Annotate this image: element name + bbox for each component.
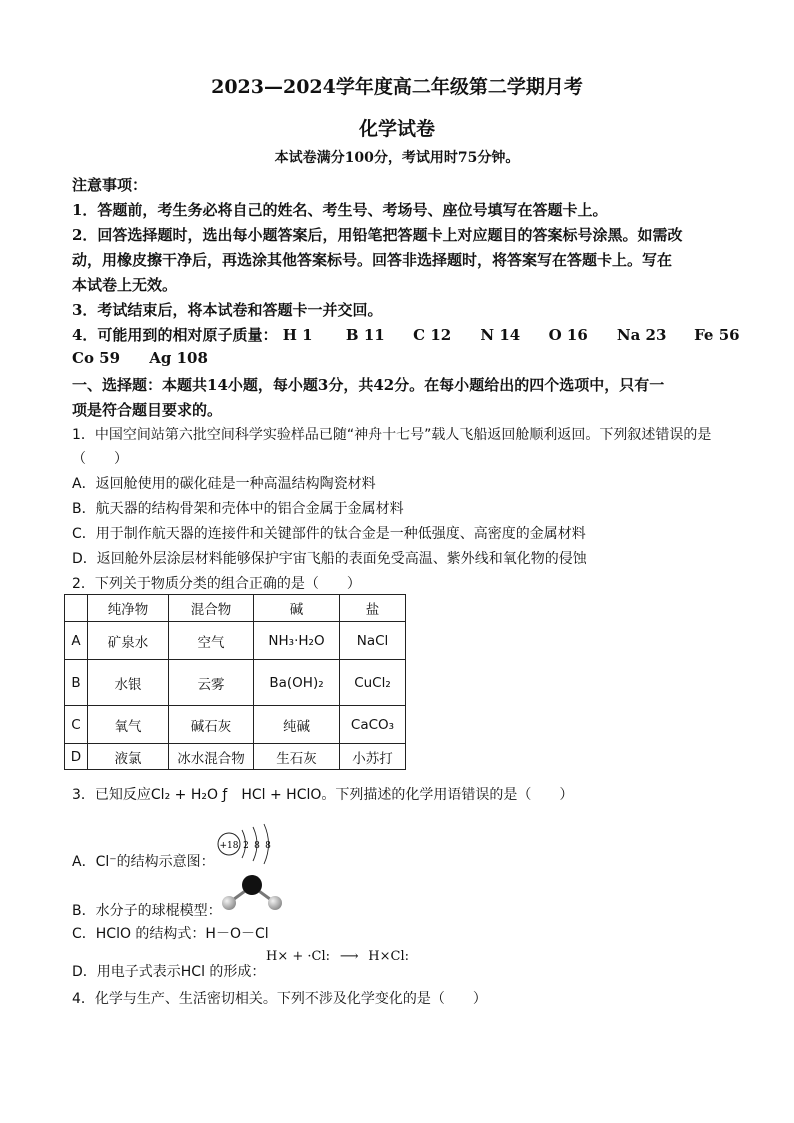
exam-subject: 化学试卷	[358, 118, 435, 140]
q3-option-b: B．水分子的球棍模型：	[72, 903, 222, 919]
table-cell: Ba(OH)₂	[254, 660, 340, 706]
notes-heading: 注意事项：	[72, 176, 148, 194]
mass-c: C 12	[413, 326, 452, 344]
table-cell: A	[65, 622, 88, 660]
table-row	[65, 622, 406, 660]
table-cell: B	[65, 660, 88, 706]
nucleus-charge: +18	[219, 841, 239, 851]
table-cell: 氧气	[88, 706, 169, 744]
chloride-ion-structure-diagram	[216, 822, 280, 866]
shell-1-count: 2	[243, 841, 249, 851]
note-2c: 本试卷上无效。	[72, 276, 178, 294]
table-cell: D	[65, 744, 88, 770]
note-2b: 动，用橡皮擦干净后，再选涂其他答案标号。回答非选择题时，将答案写在答题卡上。写在	[72, 251, 673, 269]
shell-2-count: 8	[254, 841, 260, 851]
exam-info: 本试卷满分100分，考试用时75分钟。	[274, 150, 520, 166]
mass-n: N 14	[480, 326, 521, 344]
hcl-electron-formula	[266, 949, 409, 964]
table-cell: NH₃·H₂O	[254, 622, 340, 660]
mass-h: H 1	[282, 326, 313, 344]
table-row	[65, 744, 406, 770]
table-row	[65, 660, 406, 706]
table-cell: 冰水混合物	[169, 744, 254, 770]
table-cell: CuCl₂	[340, 660, 406, 706]
table-cell: 空气	[169, 622, 254, 660]
table-cell: 生石灰	[254, 744, 340, 770]
note-3: 3．考试结束后，将本试卷和答题卡一并交回。	[72, 301, 383, 319]
table-cell: NaCl	[340, 622, 406, 660]
q1-stem-b: （ ）	[72, 451, 128, 467]
q1-option-d: D．返回舱外层涂层材料能够保护宇宙飞船的表面免受高温、紫外线和氧化物的侵蚀	[72, 551, 587, 567]
table-row	[65, 706, 406, 744]
q3-stem: 3．已知反应Cl₂ + H₂O ƒ HCl + HClO。下列描述的化学用语错误的是（ ）	[72, 787, 574, 803]
q1-stem-a: 1．中国空间站第六批空间科学实验样品已随“神舟十七号”载人飞船返回舱顺利返回。下列叙述错误的是	[72, 427, 712, 443]
q3-option-c: C．HClO 的结构式：H－O－Cl	[72, 926, 269, 942]
formula-reactants: H× + ·Cl:	[266, 949, 331, 964]
water-ball-stick-model	[216, 872, 286, 916]
table-cell: 小苏打	[340, 744, 406, 770]
mass-o: O 16	[548, 326, 588, 344]
table-header-cell: 混合物	[169, 595, 254, 622]
q3-option-d: D．用电子式表示HCl 的形成：	[72, 964, 266, 980]
section1-heading-a: 一、选择题：本题共14小题，每小题3分，共42分。在每小题给出的四个选项中，只有一	[72, 376, 665, 394]
table-cell: 纯碱	[254, 706, 340, 744]
note-2a: 2．回答选择题时，选出每小题答案后，用铅笔把答题卡上对应题目的答案标号涂黑。如需改	[72, 226, 683, 244]
note-4	[72, 324, 740, 345]
q1-option-b: B．航天器的结构骨架和壳体中的铝合金属于金属材料	[72, 501, 404, 517]
table-header-cell	[65, 595, 88, 622]
mass-b: B 11	[345, 326, 385, 344]
table-cell: 水银	[88, 660, 169, 706]
mass-fe: Fe 56	[694, 326, 740, 344]
mass-co: Co 59	[72, 349, 121, 367]
note-1: 1．答题前，考生务必将自己的姓名、考生号、考场号、座位号填写在答题卡上。	[72, 201, 608, 219]
q2-table	[64, 594, 406, 770]
table-header-cell: 纯净物	[88, 595, 169, 622]
table-header-cell: 碱	[254, 595, 340, 622]
table-cell: 碱石灰	[169, 706, 254, 744]
q2-stem: 2．下列关于物质分类的组合正确的是（ ）	[72, 576, 361, 592]
table-header-row	[65, 595, 406, 622]
q1-option-a: A．返回舱使用的碳化硅是一种高温结构陶瓷材料	[72, 476, 376, 492]
q1-option-c: C．用于制作航天器的连接件和关键部件的钛合金是一种低强度、高密度的金属材料	[72, 526, 586, 542]
q4-stem: 4．化学与生产、生活密切相关。下列不涉及化学变化的是（ ）	[72, 991, 487, 1007]
table-cell: 云雾	[169, 660, 254, 706]
exam-title: 2023—2024学年度高二年级第二学期月考	[211, 76, 583, 98]
table-cell: 液氯	[88, 744, 169, 770]
table-cell: 矿泉水	[88, 622, 169, 660]
mass-na: Na 23	[616, 326, 667, 344]
shell-3-count: 8	[265, 841, 271, 851]
arrow-icon: ⟶	[339, 949, 359, 964]
table-cell: C	[65, 706, 88, 744]
note-4-label: 4．可能用到的相对原子质量：	[72, 326, 278, 344]
table-header-cell: 盐	[340, 595, 406, 622]
table-cell: CaCO₃	[340, 706, 406, 744]
note-4-cont	[72, 349, 208, 367]
formula-product: H×Cl:	[368, 949, 410, 964]
q3-option-a: A．Cl⁻的结构示意图：	[72, 854, 215, 870]
mass-ag: Ag 108	[149, 349, 208, 367]
section1-heading-b: 项是符合题目要求的。	[72, 401, 223, 419]
